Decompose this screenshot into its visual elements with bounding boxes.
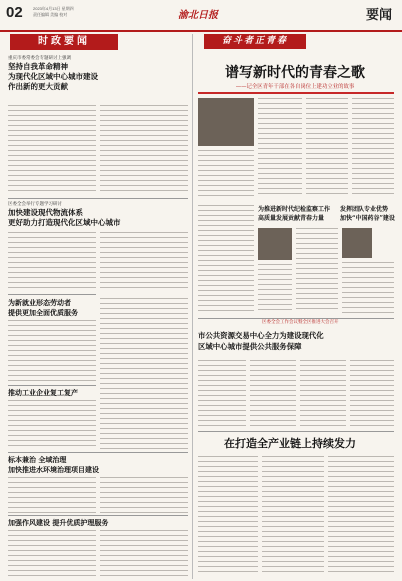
story-6-body-b	[100, 530, 188, 576]
story-3-4-body-b	[100, 298, 188, 450]
story-1	[8, 56, 188, 92]
story-4-body	[8, 400, 96, 450]
feature-body-4	[352, 98, 394, 198]
sub-story-right	[340, 205, 400, 223]
final-story-body-1	[198, 456, 258, 574]
section-banner-politics: 时政要闻	[10, 34, 118, 50]
final-story-body-2	[262, 456, 324, 574]
story-1-body-a	[8, 105, 96, 195]
portrait-photo-2	[342, 228, 372, 258]
story-1-headline-1: 坚持自我革命精神	[8, 62, 68, 71]
story-2-body-a	[8, 232, 96, 292]
divider	[8, 294, 96, 295]
feature-body-1	[198, 150, 254, 198]
mid-story-kicker-wrap	[262, 320, 392, 326]
divider	[8, 385, 96, 386]
section-name: 要闻	[365, 7, 392, 22]
story-3-body	[8, 320, 96, 382]
story-2	[8, 202, 188, 228]
page-number: 02	[6, 4, 23, 21]
story-5-body-b	[100, 477, 188, 513]
mid-story-body-2	[250, 360, 296, 428]
final-story-body-3	[328, 456, 394, 574]
feature-subtitle: ——记全区青年干部在各自岗位上建功立业的故事	[235, 84, 355, 90]
sub-story-right-headline-2: 加快“中国药谷”建设	[340, 215, 395, 222]
story-4-headline: 推动工业企业复工复产	[8, 388, 78, 397]
issue-meta	[33, 6, 74, 17]
story-4	[8, 388, 98, 398]
sub-story-right-headline-1: 发挥团队专业优势	[340, 206, 389, 213]
story-5	[8, 455, 188, 474]
sub-story-left	[258, 205, 338, 223]
story-2-kicker: 区委全会举行专题学习研讨	[8, 202, 62, 207]
mid-story	[198, 330, 398, 352]
story-5-body-a	[8, 477, 96, 513]
feature-body-3	[306, 98, 348, 198]
issue-editors: 责任编辑 美编 校对	[33, 11, 68, 17]
sub-story-left-headline-1: 为推进新时代纪检监察工作	[258, 206, 331, 213]
column-divider	[192, 34, 193, 579]
story-2-body-b	[100, 232, 188, 292]
story-2-headline-2: 更好助力打造现代化区域中心城市	[8, 218, 121, 227]
newspaper-logo: 渝北日报	[178, 10, 218, 21]
sub-story-left-body-2	[258, 264, 292, 314]
divider	[8, 198, 188, 199]
story-5-headline-2: 加快推进水环境治理项目建设	[8, 464, 99, 474]
mid-story-body-3	[300, 360, 346, 428]
portrait-photo-1	[258, 228, 292, 260]
sub-story-left-headline-2: 高质量发展贡献青春力量	[258, 215, 325, 222]
feature-body-5	[198, 205, 254, 315]
sub-story-right-body	[342, 262, 394, 314]
story-3	[8, 298, 98, 317]
divider	[8, 452, 188, 453]
feature-red-rule	[198, 92, 394, 94]
mid-story-headline-1: 市公共资源交易中心全力为建设现代化	[198, 331, 324, 340]
story-1-headline-2: 为现代化区域中心城市建设	[8, 72, 98, 81]
divider	[8, 515, 188, 516]
divider	[198, 318, 394, 319]
mid-story-kicker: 区委全会工作会议暨全区推进大会召开	[262, 320, 339, 325]
story-5-headline-1: 标本兼治 全域治理	[8, 455, 67, 464]
section-banner-youth: 奋斗者正青春	[204, 34, 306, 49]
story-6-headline: 加强作风建设 提升优质护理服务	[8, 518, 109, 527]
story-3-headline-1: 为新就业形态劳动者	[8, 298, 71, 307]
masthead	[0, 0, 402, 32]
story-6-body-a	[8, 530, 96, 576]
mid-story-body-1	[198, 360, 246, 428]
story-1-kicker: 重庆市委常委会专题研讨上强调	[8, 56, 71, 61]
story-6	[8, 518, 188, 528]
feature-body-2	[258, 98, 302, 198]
divider	[198, 431, 394, 432]
issue-date: 2023年4月13日 星期四	[33, 6, 74, 11]
story-2-headline-1: 加快建设现代物流体系	[8, 208, 83, 217]
story-3-headline-2: 提供更加全面优质服务	[8, 307, 78, 317]
mid-story-body-4	[350, 360, 394, 428]
feature-photo	[198, 98, 254, 146]
mid-story-headline-2: 区域中心城市提供公共服务保障	[198, 342, 302, 351]
feature-title: 谱写新时代的青春之歌	[225, 65, 365, 81]
story-1-body-b	[100, 105, 188, 195]
story-1-headline-3: 作出新的更大贡献	[8, 82, 68, 91]
final-story-headline: 在打造全产业链上持续发力	[224, 437, 356, 450]
sub-story-left-body	[296, 228, 338, 313]
